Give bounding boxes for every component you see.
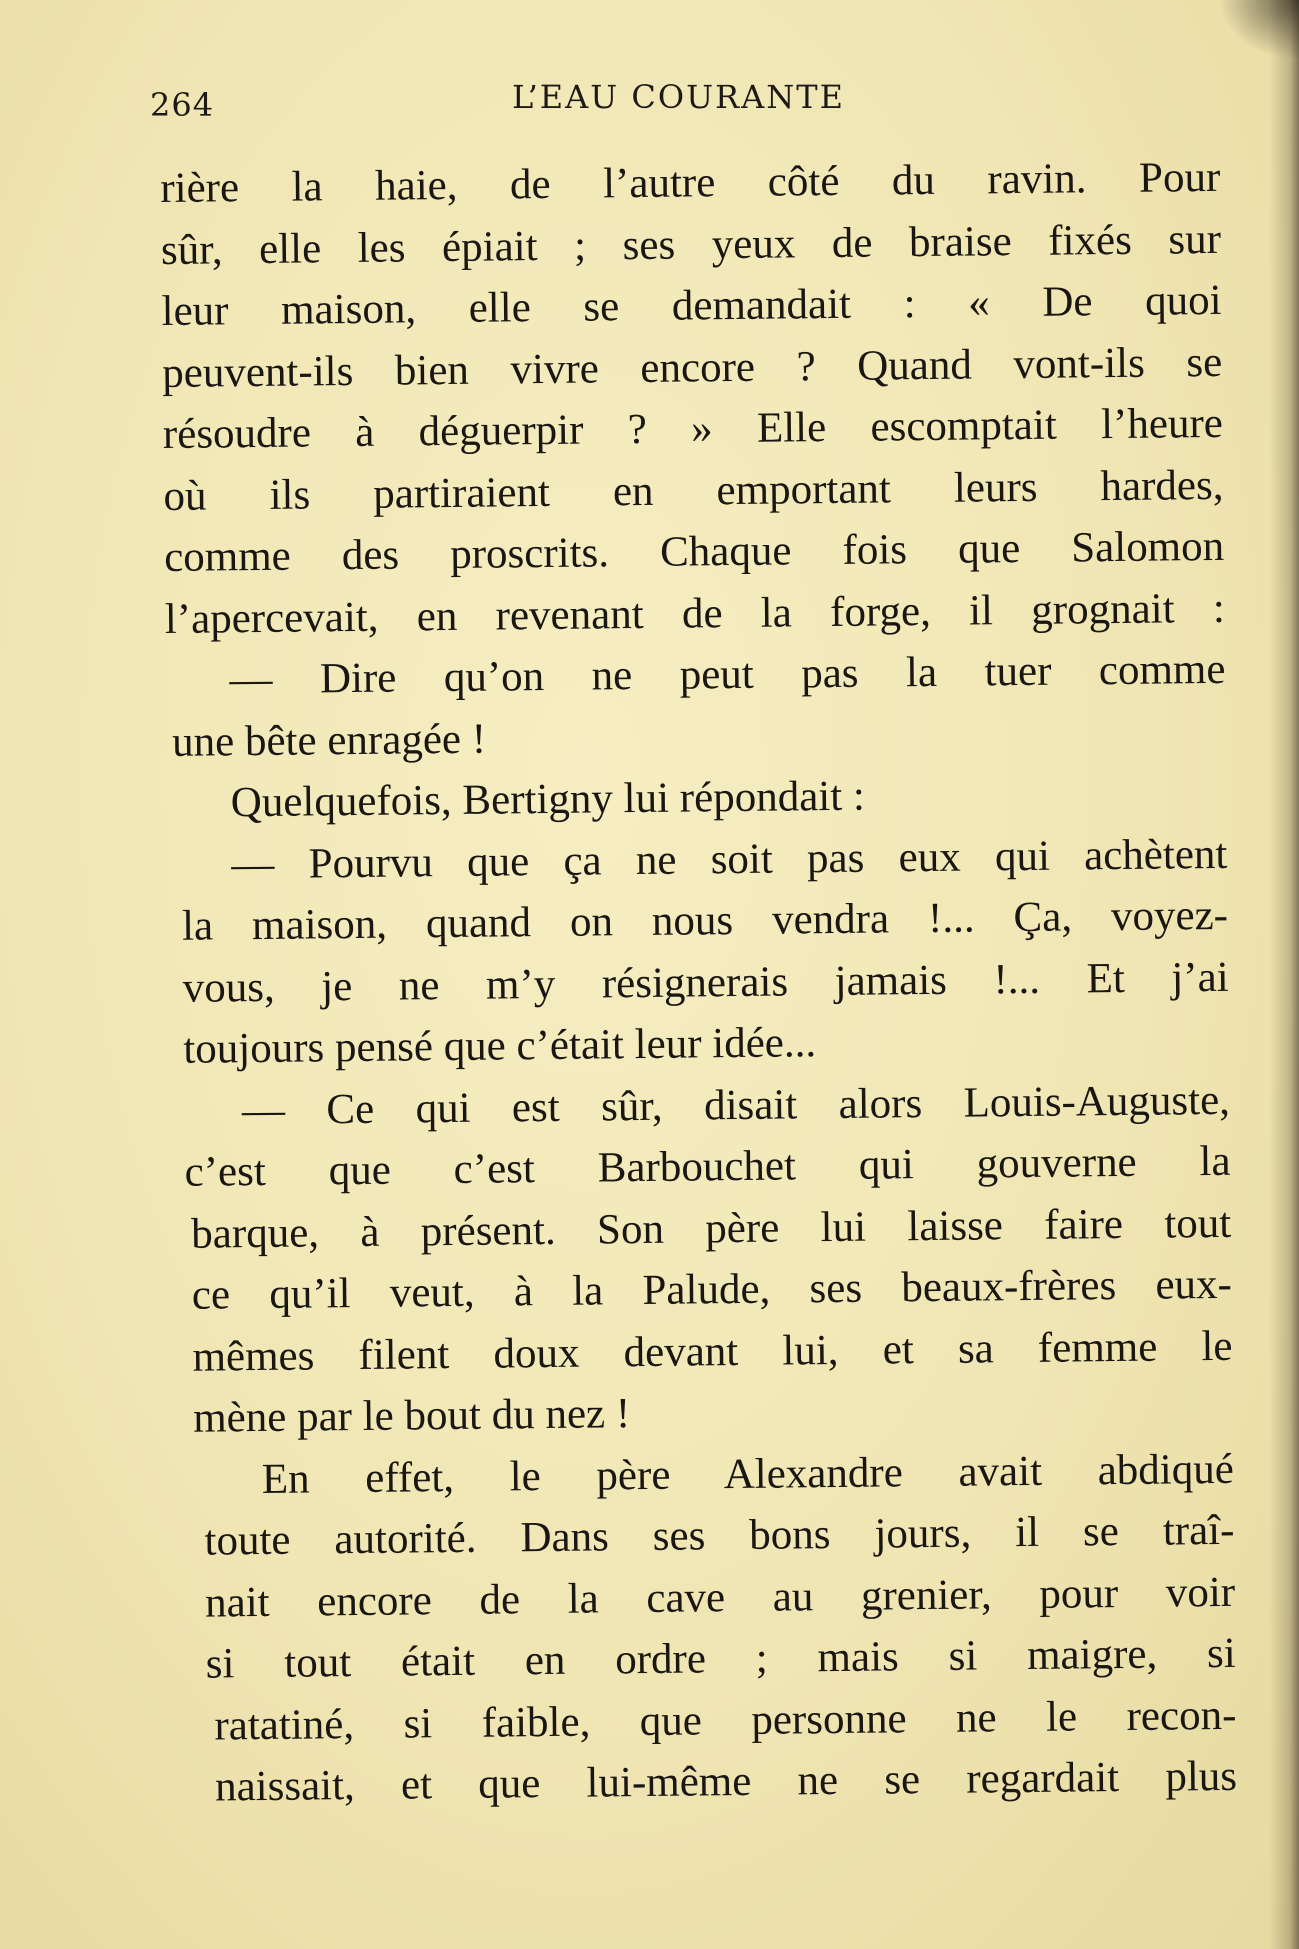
page-header bbox=[150, 78, 870, 122]
text-line: toute autorité. Dans ses bons jours, il se traî- bbox=[204, 1506, 1235, 1565]
text-line: toujours pensé que c’était leur idée... bbox=[183, 1019, 817, 1073]
text-line: — Dire qu’on ne peut pas la tuer comme bbox=[229, 645, 1226, 704]
text-line: rière la haie, de l’autre côté du ravin. Pour bbox=[160, 153, 1221, 212]
text-line: En effet, le père Alexandre avait abdiqué bbox=[261, 1445, 1235, 1503]
text-line: Quelquefois, Bertigny lui répondait : bbox=[230, 772, 866, 827]
text-line: naissait, et que lui-même ne se regardait plus bbox=[214, 1752, 1238, 1811]
text-line: ce qu’il veut, à la Palude, ses beaux-frères eux- bbox=[191, 1260, 1233, 1319]
text-line: la maison, quand on nous vendra !... Ça, voyez- bbox=[181, 891, 1229, 950]
text-line: barque, à présent. Son père lui laisse faire tout bbox=[191, 1199, 1232, 1258]
text-line: où ils partiraient en emportant leurs hardes, bbox=[163, 461, 1224, 520]
text-line: si tout était en ordre ; mais si maigre, si bbox=[205, 1629, 1236, 1688]
text-line: leur maison, elle se demandait : « De quoi bbox=[161, 276, 1222, 335]
text-line: comme des proscrits. Chaque fois que Salomon bbox=[163, 522, 1225, 581]
text-line: vous, je ne m’y résignerais jamais !... Et j’ai bbox=[182, 953, 1229, 1012]
text-line: résoudre à déguerpir ? » Elle escomptait l’heure bbox=[162, 399, 1224, 458]
text-line: une bête enragée ! bbox=[171, 715, 487, 766]
text-line: mène par le bout du nez ! bbox=[192, 1390, 631, 1442]
text-line: l’apercevait, en revenant de la forge, il grognait : bbox=[164, 584, 1226, 643]
text-line: c’est que c’est Barbouchet qui gouverne la bbox=[184, 1137, 1231, 1196]
page-number: 264 bbox=[150, 86, 215, 124]
text-line: nait encore de la cave au grenier, pour voir bbox=[204, 1568, 1236, 1627]
text-line: ratatiné, si faible, que personne ne le recon- bbox=[214, 1691, 1237, 1750]
body-text bbox=[160, 147, 1237, 1819]
text-line: — Pourvu que ça ne soit pas eux qui achètent bbox=[231, 830, 1228, 888]
text-line: — Ce qui est sûr, disait alors Louis-Auguste, bbox=[241, 1076, 1231, 1134]
text-line: peuvent-ils bien vivre encore ? Quand vont-ils se bbox=[162, 338, 1223, 397]
text-line: sûr, elle les épiait ; ses yeux de braise fixés sur bbox=[160, 215, 1222, 274]
text-line: mêmes filent doux devant lui, et sa femme le bbox=[192, 1322, 1233, 1381]
running-title: L’EAU COURANTE bbox=[512, 78, 845, 116]
page-edge-shadow bbox=[1269, 0, 1299, 1949]
